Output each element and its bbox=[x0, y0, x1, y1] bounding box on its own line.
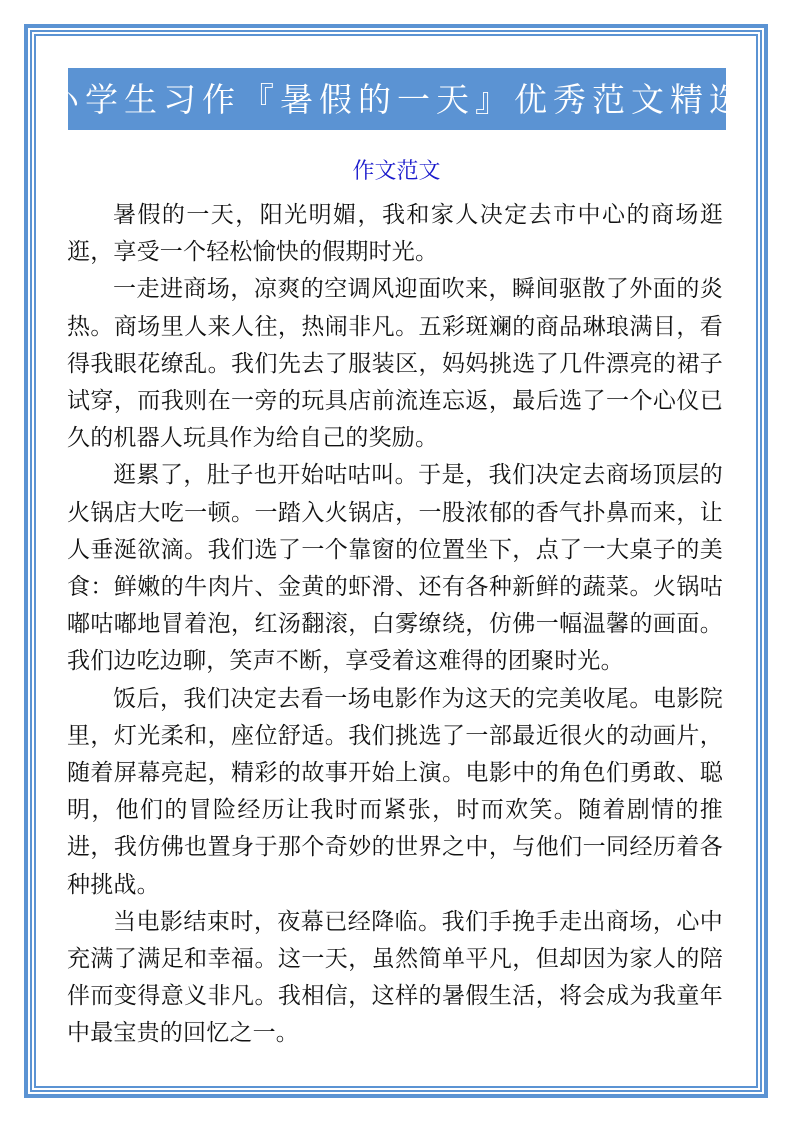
essay-paragraph: 当电影结束时，夜幕已经降临。我们手挽手走出商场，心中充满了满足和幸福。这一天，虽然简单平凡，但却因为家人的陪伴而变得意义非凡。我相信，这样的暑假生活，将会成为我童年中最宝贵的回忆之一。 bbox=[67, 908, 723, 1047]
essay-paragraph: 饭后，我们决定去看一场电影作为这天的完美收尾。电影院里，灯光柔和，座位舒适。我们挑选了一部最近很火的动画片，随着屏幕亮起，精彩的故事开始上演。电影中的角色们勇敢、聪明，他们的冒险经历让我时而紧张，时而欢笑。随着剧情的推进，我仿佛也置身于那个奇妙的世界之中，与他们一同经历着各种挑战。 bbox=[67, 685, 723, 898]
page-title: 小学生习作『暑假的一天』优秀范文精选 bbox=[46, 79, 748, 119]
essay-body bbox=[67, 197, 723, 1053]
title-banner bbox=[46, 68, 748, 130]
essay-paragraph: 一走进商场，凉爽的空调风迎面吹来，瞬间驱散了外面的炎热。商场里人来人往，热闹非凡。五彩斑斓的商品琳琅满目，看得我眼花缭乱。我们先去了服装区，妈妈挑选了几件漂亮的裙子试穿，而我则在一旁的玩具店前流连忘返，最后选了一个心仪已久的机器人玩具作为给自己的奖励。 bbox=[67, 276, 723, 452]
essay-paragraph: 暑假的一天，阳光明媚，我和家人决定去市中心的商场逛逛，享受一个轻松愉快的假期时光。 bbox=[67, 202, 723, 266]
essay-paragraph: 逛累了，肚子也开始咕咕叫。于是，我们决定去商场顶层的火锅店大吃一顿。一踏入火锅店，一股浓郁的香气扑鼻而来，让人垂涎欲滴。我们选了一个靠窗的位置坐下，点了一大桌子的美食：鲜嫩的牛肉片、金黄的虾滑、还有各种新鲜的蔬菜。火锅咕嘟咕嘟地冒着泡，红汤翻滚，白雾缭绕，仿佛一幅温馨的画面。我们边吃边聊，笑声不断，享受着这难得的团聚时光。 bbox=[67, 462, 723, 675]
section-subtitle: 作文范文 bbox=[352, 159, 441, 184]
